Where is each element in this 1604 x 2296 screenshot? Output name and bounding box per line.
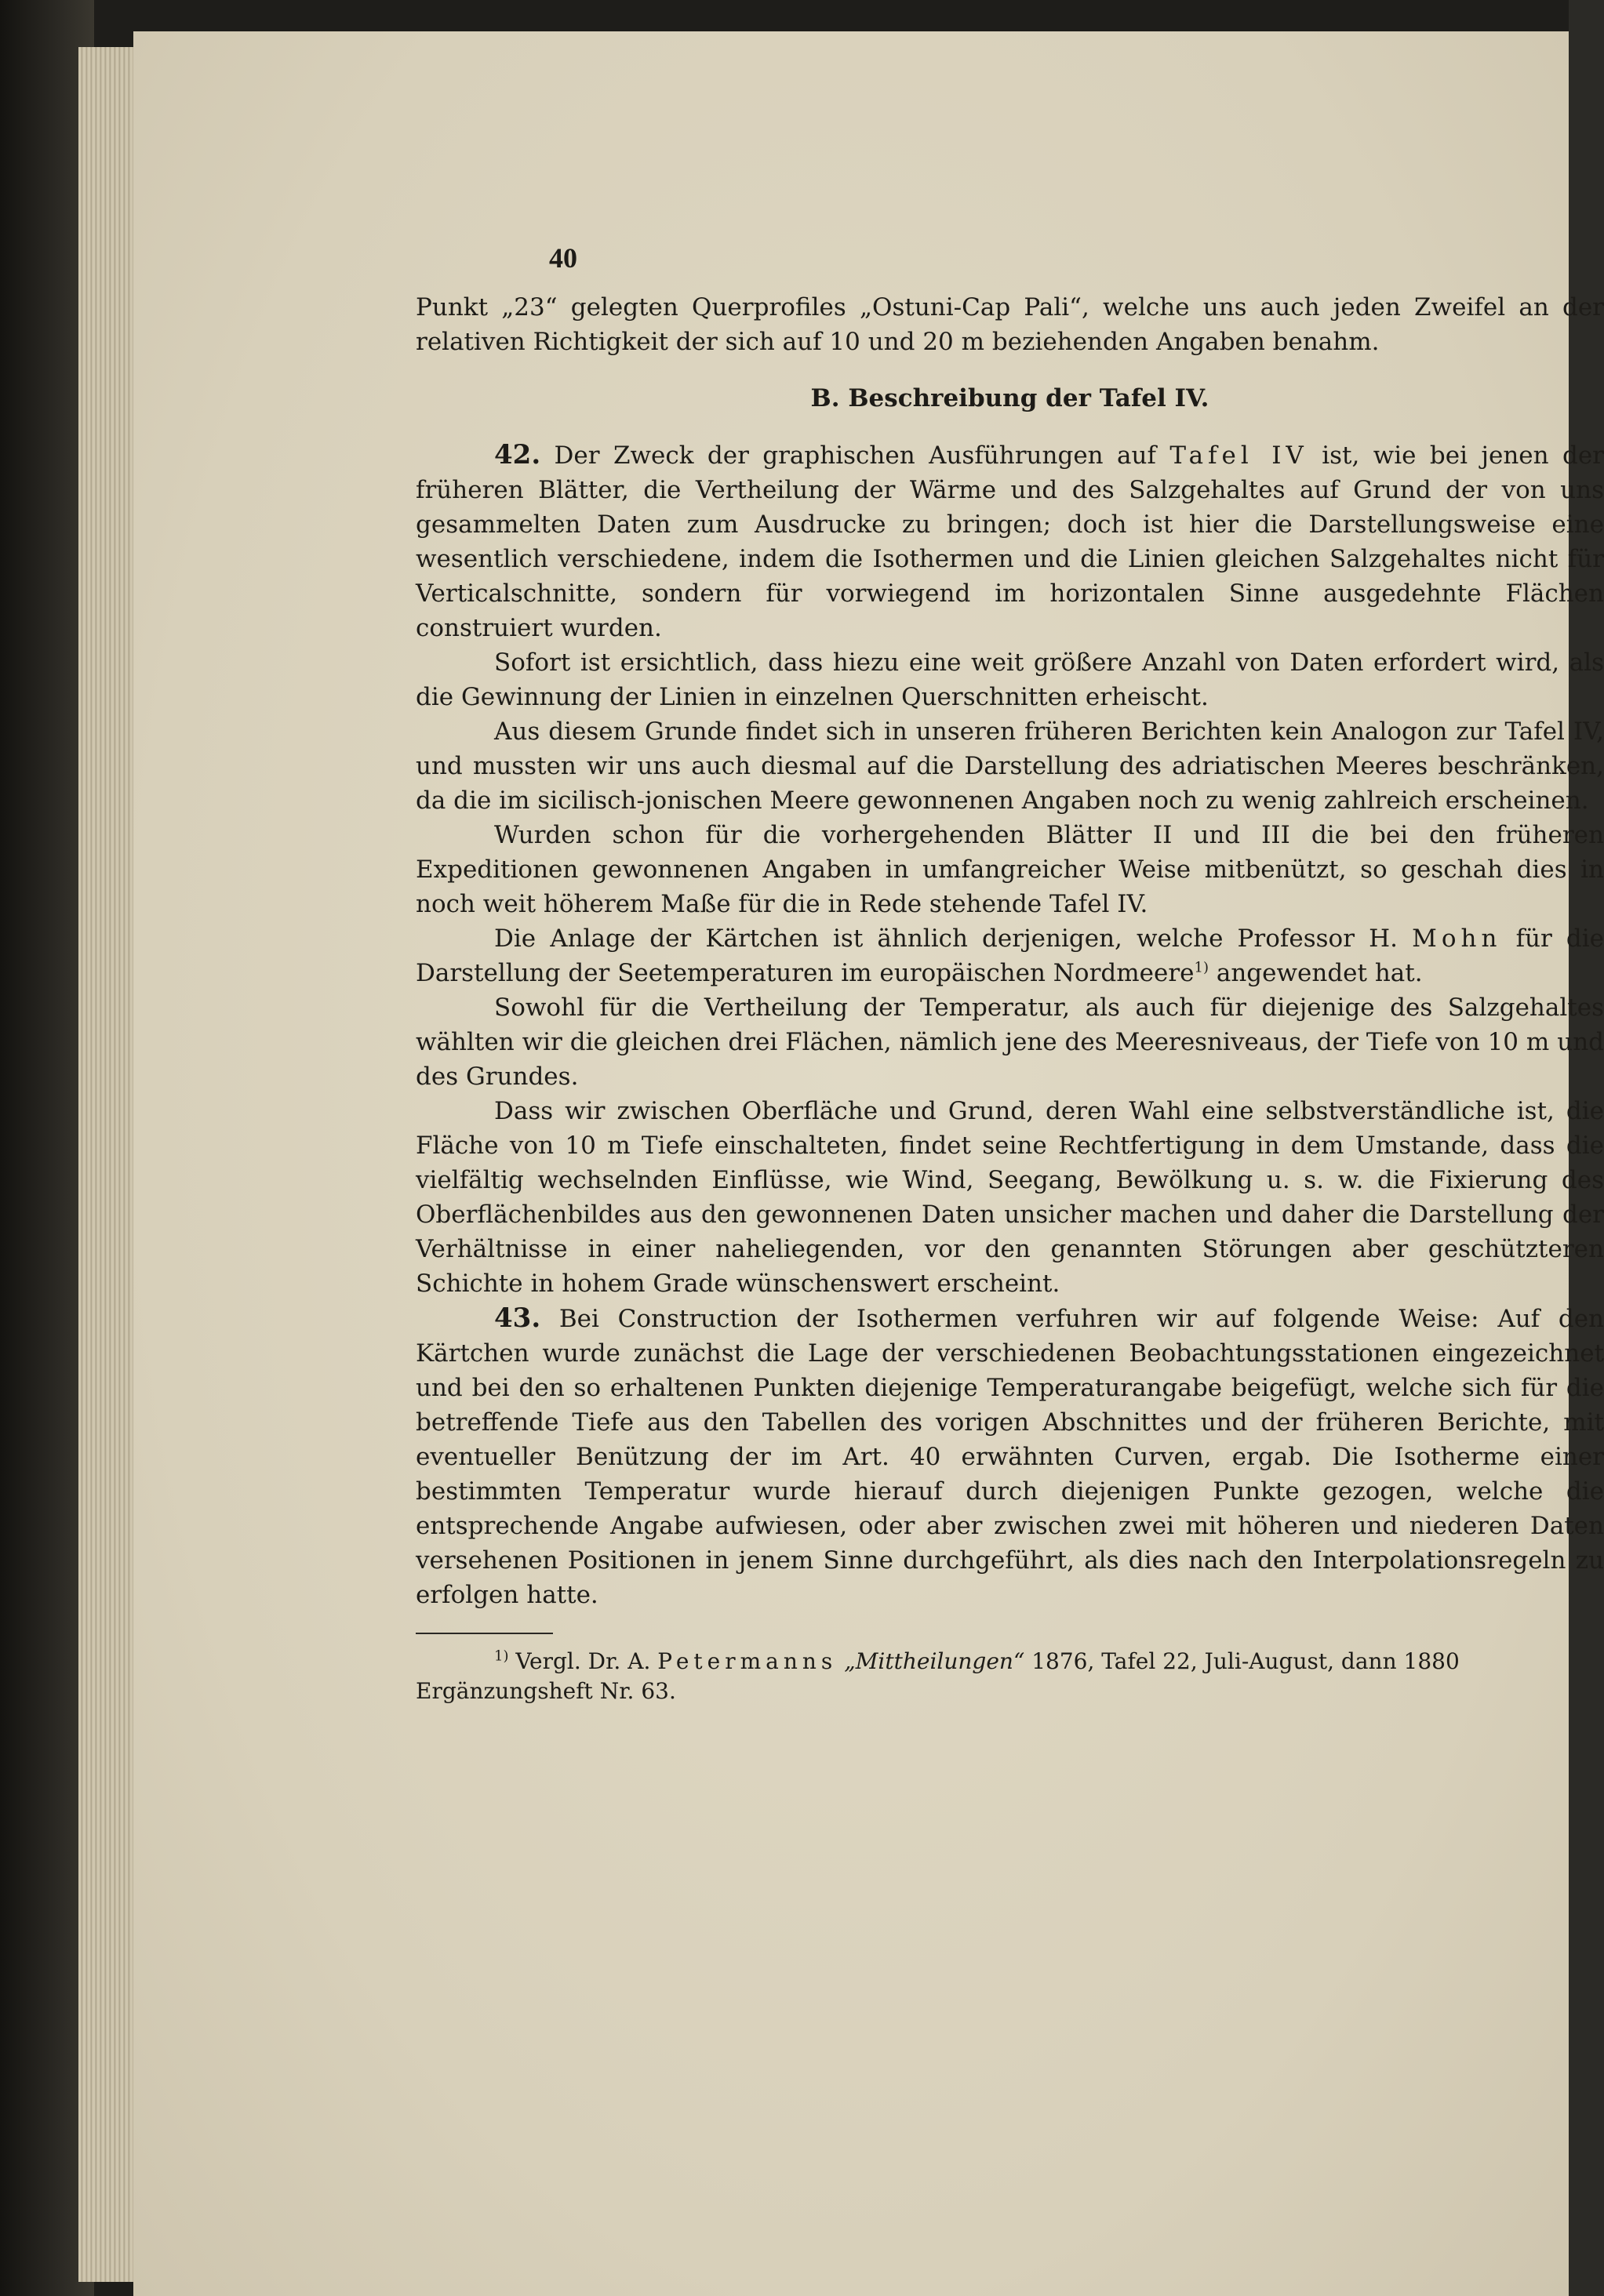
page-text	[416, 290, 1604, 1706]
footnote-marker: 1)	[494, 1648, 509, 1665]
page-stack-edges	[78, 47, 141, 2282]
author-mohn: Mohn	[1412, 925, 1502, 953]
paragraph-anlage-part-b: für die Darstellung der Seetemperaturen im europäischen Nordmeere	[416, 925, 1604, 987]
paragraph-anlage-part-c: angewendet hat.	[1216, 959, 1423, 987]
paragraph-42-part-b: ist, wie bei jenen der früheren Blätter, die Vertheilung der Wärme und des Salzgehaltes auf Grund der von uns gesammelten Daten zum Ausdrucke zu bringen; doch ist hier die Darstellungsweise eine wesentlich verschiedene, indem die Isothermen und die Linien gleichen Salzgehaltes nicht für Verticalschnitte, sondern für vorwiegend im horizontalen Sinne ausgedehnte Flächen construiert wurden.	[416, 441, 1604, 642]
paragraph-42-part-a: Der Zweck der graphischen Ausführungen auf	[554, 441, 1156, 470]
footnote-part-b: 1876, Tafel 22, Juli-August, dann 1880 Ergänzungsheft Nr. 63.	[416, 1648, 1460, 1704]
footnote-reference: 1)	[1194, 959, 1209, 976]
intro-paragraph: Punkt „23“ gelegten Querprofiles „Ostuni-Cap Pali“, welche uns auch jeden Zweifel an der relativen Richtigkeit der sich auf 10 und 20 m beziehenden Angaben benahm.	[416, 293, 1604, 356]
paragraph-dass: Dass wir zwischen Oberfläche und Grund, deren Wahl eine selbstverständliche ist, die Fläche von 10 m Tiefe einschalteten, findet seine Rechtfertigung in dem Umstande, dass die vielfältig wechselnden Einflüsse, wie Wind, Seegang, Bewölkung u. s. w. die Fixierung des Oberflächenbildes aus den gewonnenen Daten unsicher machen und daher die Darstellung der Verhältnisse in einer naheliegenden, vor den genannten Störungen aber geschützteren Schichte in hohem Grade wünschenswert erscheint.	[416, 1097, 1604, 1298]
paragraph-43-text: Bei Construction der Isothermen verfuhren wir auf folgende Weise: Auf den Kärtchen wurde zunächst die Lage der verschiedenen Beobachtungsstationen eingezeichnet und bei den so erhaltenen Punkten diejenige Temperaturangabe beigefügt, welche sich für die betreffende Tiefe aus den Tabellen des vorigen Abschnittes und der früheren Berichte, mit eventueller Benützung der im Art. 40 erwähnten Curven, ergab. Die Isotherme einer bestimmten Temperatur wurde hierauf durch diejenigen Punkte gezogen, welche die entsprechende Angabe aufwiesen, oder aber zwischen zwei mit höheren und niederen Daten versehenen Positionen in jenem Sinne durchgeführt, als dies nach den Interpolationsregeln zu erfolgen hatte.	[416, 1305, 1604, 1609]
paragraph-grunde: Aus diesem Grunde findet sich in unseren früheren Berichten kein Analogon zur Tafel IV, und mussten wir uns auch diesmal auf die Darstellung des adriatischen Meeres beschränken, da die im sicilisch-jonischen Meere gewonnenen Angaben noch zu wenig zahlreich erscheinen.	[416, 718, 1604, 815]
book-page	[133, 31, 1604, 2296]
paragraph-sowohl: Sowohl für die Vertheilung der Temperatur, als auch für diejenige des Salzgehaltes wählten wir die gleichen drei Flächen, nämlich jene des Meeresniveaus, der Tiefe von 10 m und des Grundes.	[416, 994, 1604, 1091]
footnote-title: „Mittheilungen“	[844, 1648, 1025, 1674]
section-number-43: 43.	[494, 1302, 541, 1334]
paragraph-anlage-part-a: Die Anlage der Kärtchen ist ähnlich derjenigen, welche Professor H.	[494, 925, 1398, 953]
paragraph-wurden: Wurden schon für die vorhergehenden Blätter II und III die bei den früheren Expeditionen gewonnenen Angaben in umfangreicher Weise mitbenützt, so geschah dies in noch weit höherem Maße für die in Rede stehende Tafel IV.	[416, 821, 1604, 918]
paragraph-42-tafel: Tafel IV	[1169, 441, 1308, 470]
footnote-divider	[416, 1633, 553, 1634]
footnote-part-a: Vergl. Dr. A.	[515, 1648, 651, 1674]
paragraph-43	[416, 1301, 1604, 1612]
footnote-author: Petermanns	[657, 1648, 838, 1674]
footnote	[416, 1647, 1604, 1706]
paragraph-anlage	[416, 921, 1604, 990]
section-heading: B. Beschreibung der Tafel IV.	[810, 384, 1209, 412]
paragraph-sofort: Sofort ist ersichtlich, dass hiezu eine weit größere Anzahl von Daten erfordert wird, als die Gewinnung der Linien in einzelnen Querschnitten erheischt.	[416, 648, 1604, 711]
paragraph-42	[416, 438, 1604, 645]
section-number-42: 42.	[494, 439, 541, 470]
page-number: 40	[549, 242, 577, 274]
